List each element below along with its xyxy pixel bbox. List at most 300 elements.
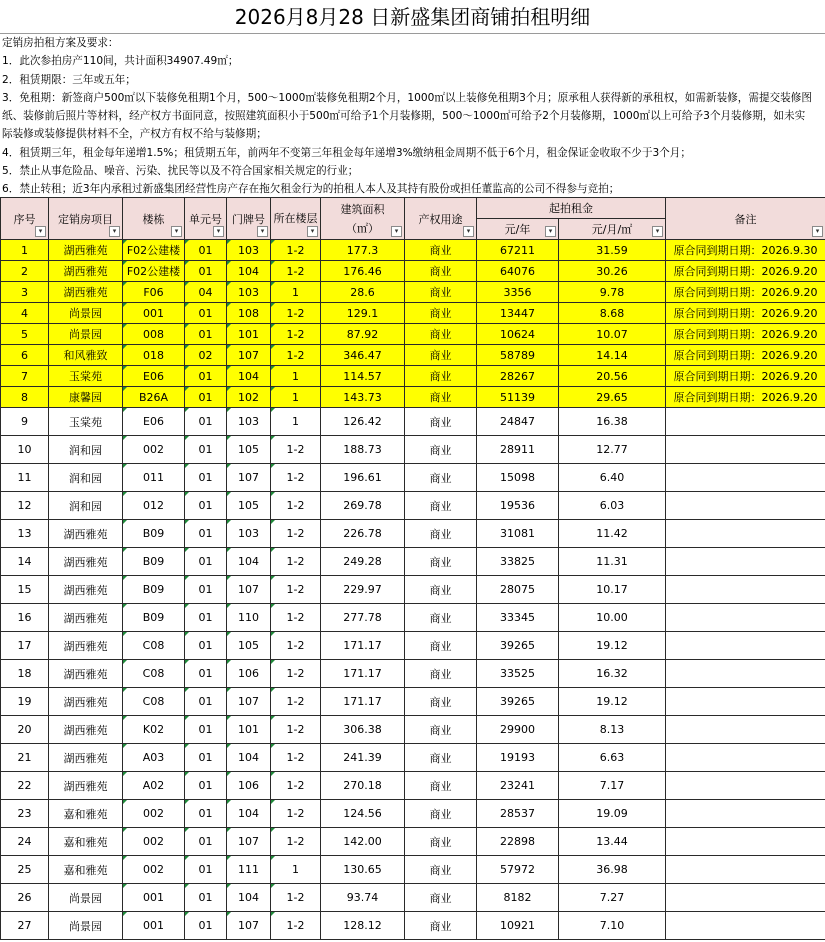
cell-usage[interactable]: 商业 [405,856,477,884]
cell-usage[interactable]: 商业 [405,345,477,366]
cell-remark[interactable] [666,800,825,828]
cell-floor[interactable]: 1-2 [271,576,321,604]
cell-rent-per-year[interactable]: 33345 [477,604,559,632]
cell-rent-per-month[interactable]: 16.32 [559,660,666,688]
cell-door[interactable]: 107 [227,688,271,716]
table-row[interactable] [1,436,825,464]
cell-rent-per-month[interactable]: 8.68 [559,303,666,324]
cell-rent-per-year[interactable]: 39265 [477,688,559,716]
cell-rent-per-year[interactable]: 31081 [477,520,559,548]
cell-floor[interactable]: 1-2 [271,716,321,744]
cell-rent-per-year[interactable]: 8182 [477,884,559,912]
cell-floor[interactable]: 1-2 [271,436,321,464]
cell-rent-per-month[interactable]: 20.56 [559,366,666,387]
cell-building[interactable]: 018 [123,345,185,366]
cell-rent-per-year[interactable]: 28911 [477,436,559,464]
table-row[interactable] [1,660,825,688]
cell-rent-per-month[interactable]: 29.65 [559,387,666,408]
cell-door[interactable]: 107 [227,828,271,856]
cell-usage[interactable]: 商业 [405,688,477,716]
cell-rent-per-year[interactable]: 33825 [477,548,559,576]
cell-floor[interactable]: 1-2 [271,492,321,520]
cell-project[interactable]: 湖西雅苑 [49,604,123,632]
cell-door[interactable]: 103 [227,408,271,436]
cell-area[interactable]: 171.17 [321,688,405,716]
cell-unit[interactable]: 01 [185,520,227,548]
cell-unit[interactable]: 01 [185,548,227,576]
cell-rent-per-year[interactable]: 64076 [477,261,559,282]
cell-usage[interactable]: 商业 [405,576,477,604]
cell-project[interactable]: 湖西雅苑 [49,772,123,800]
cell-floor[interactable]: 1 [271,387,321,408]
cell-area[interactable]: 229.97 [321,576,405,604]
cell-floor[interactable]: 1-2 [271,261,321,282]
cell-seq[interactable]: 12 [1,492,49,520]
table-row[interactable] [1,828,825,856]
cell-area[interactable]: 196.61 [321,464,405,492]
cell-remark[interactable] [666,856,825,884]
cell-floor[interactable]: 1-2 [271,800,321,828]
cell-project[interactable]: 嘉和雅苑 [49,800,123,828]
cell-unit[interactable]: 01 [185,387,227,408]
cell-remark[interactable] [666,660,825,688]
cell-seq[interactable]: 24 [1,828,49,856]
cell-project[interactable]: 尚景园 [49,303,123,324]
cell-area[interactable]: 130.65 [321,856,405,884]
cell-remark[interactable] [666,828,825,856]
table-row[interactable] [1,772,825,800]
cell-project[interactable]: 湖西雅苑 [49,688,123,716]
cell-floor[interactable]: 1 [271,856,321,884]
table-row[interactable] [1,576,825,604]
cell-building[interactable]: K02 [123,716,185,744]
cell-rent-per-month[interactable]: 11.42 [559,520,666,548]
cell-usage[interactable]: 商业 [405,240,477,261]
cell-floor[interactable]: 1-2 [271,772,321,800]
cell-seq[interactable]: 14 [1,548,49,576]
filter-dropdown-icon[interactable]: ▾ [463,226,474,237]
cell-unit[interactable]: 01 [185,324,227,345]
cell-door[interactable]: 104 [227,366,271,387]
cell-seq[interactable]: 16 [1,604,49,632]
cell-remark[interactable] [666,716,825,744]
cell-door[interactable]: 103 [227,282,271,303]
cell-seq[interactable]: 9 [1,408,49,436]
cell-rent-per-month[interactable]: 12.77 [559,436,666,464]
cell-building[interactable]: A03 [123,744,185,772]
cell-rent-per-month[interactable]: 7.10 [559,912,666,940]
cell-door[interactable]: 110 [227,604,271,632]
cell-project[interactable]: 湖西雅苑 [49,261,123,282]
cell-floor[interactable]: 1-2 [271,240,321,261]
cell-seq[interactable]: 11 [1,464,49,492]
cell-usage[interactable]: 商业 [405,660,477,688]
cell-remark[interactable] [666,464,825,492]
cell-remark[interactable]: 原合同到期日期：2026.9.20 [666,261,825,282]
cell-project[interactable]: 润和园 [49,436,123,464]
cell-building[interactable]: F02公建楼 [123,261,185,282]
cell-floor[interactable]: 1-2 [271,660,321,688]
cell-unit[interactable]: 01 [185,688,227,716]
cell-project[interactable]: 润和园 [49,492,123,520]
cell-floor[interactable]: 1-2 [271,520,321,548]
table-row[interactable] [1,744,825,772]
cell-area[interactable]: 306.38 [321,716,405,744]
cell-unit[interactable]: 04 [185,282,227,303]
cell-area[interactable]: 143.73 [321,387,405,408]
cell-building[interactable]: 001 [123,884,185,912]
cell-usage[interactable]: 商业 [405,282,477,303]
cell-building[interactable]: 002 [123,856,185,884]
cell-door[interactable]: 103 [227,520,271,548]
cell-remark[interactable] [666,744,825,772]
cell-seq[interactable]: 4 [1,303,49,324]
cell-area[interactable]: 249.28 [321,548,405,576]
table-row[interactable] [1,387,825,408]
cell-rent-per-year[interactable]: 33525 [477,660,559,688]
cell-project[interactable]: 湖西雅苑 [49,520,123,548]
cell-project[interactable]: 湖西雅苑 [49,660,123,688]
cell-usage[interactable]: 商业 [405,520,477,548]
cell-floor[interactable]: 1-2 [271,464,321,492]
cell-rent-per-year[interactable]: 51139 [477,387,559,408]
cell-remark[interactable]: 原合同到期日期：2026.9.20 [666,345,825,366]
cell-unit[interactable]: 01 [185,436,227,464]
table-row[interactable] [1,324,825,345]
cell-rent-per-year[interactable]: 28537 [477,800,559,828]
cell-floor[interactable]: 1-2 [271,912,321,940]
cell-unit[interactable]: 01 [185,772,227,800]
cell-rent-per-year[interactable]: 3356 [477,282,559,303]
cell-project[interactable]: 康馨园 [49,387,123,408]
cell-unit[interactable]: 01 [185,856,227,884]
cell-usage[interactable]: 商业 [405,408,477,436]
cell-project[interactable]: 和风雅致 [49,345,123,366]
table-row[interactable] [1,856,825,884]
cell-area[interactable]: 226.78 [321,520,405,548]
cell-rent-per-year[interactable]: 19536 [477,492,559,520]
cell-remark[interactable]: 原合同到期日期：2026.9.20 [666,387,825,408]
table-row[interactable] [1,240,825,261]
cell-area[interactable]: 171.17 [321,660,405,688]
table-row[interactable] [1,366,825,387]
table-row[interactable] [1,800,825,828]
table-row[interactable] [1,282,825,303]
cell-door[interactable]: 104 [227,261,271,282]
cell-project[interactable]: 玉棠苑 [49,408,123,436]
cell-unit[interactable]: 01 [185,303,227,324]
cell-rent-per-month[interactable]: 9.78 [559,282,666,303]
cell-seq[interactable]: 1 [1,240,49,261]
cell-building[interactable]: 012 [123,492,185,520]
filter-dropdown-icon[interactable]: ▾ [171,226,182,237]
cell-floor[interactable]: 1-2 [271,632,321,660]
cell-project[interactable]: 湖西雅苑 [49,576,123,604]
cell-rent-per-year[interactable]: 57972 [477,856,559,884]
cell-project[interactable]: 尚景园 [49,912,123,940]
cell-building[interactable]: B09 [123,548,185,576]
cell-seq[interactable]: 26 [1,884,49,912]
cell-area[interactable]: 176.46 [321,261,405,282]
cell-floor[interactable]: 1-2 [271,324,321,345]
table-row[interactable] [1,520,825,548]
cell-remark[interactable] [666,436,825,464]
cell-remark[interactable]: 原合同到期日期：2026.9.30 [666,240,825,261]
cell-project[interactable]: 尚景园 [49,884,123,912]
cell-rent-per-year[interactable]: 10624 [477,324,559,345]
cell-unit[interactable]: 01 [185,632,227,660]
cell-rent-per-month[interactable]: 8.13 [559,716,666,744]
cell-remark[interactable] [666,604,825,632]
cell-rent-per-year[interactable]: 28267 [477,366,559,387]
cell-floor[interactable]: 1 [271,366,321,387]
cell-rent-per-year[interactable]: 10921 [477,912,559,940]
cell-unit[interactable]: 01 [185,604,227,632]
cell-usage[interactable]: 商业 [405,912,477,940]
cell-usage[interactable]: 商业 [405,884,477,912]
table-row[interactable] [1,548,825,576]
cell-rent-per-year[interactable]: 19193 [477,744,559,772]
cell-area[interactable]: 142.00 [321,828,405,856]
cell-project[interactable]: 湖西雅苑 [49,282,123,303]
cell-building[interactable]: C08 [123,632,185,660]
cell-rent-per-month[interactable]: 13.44 [559,828,666,856]
cell-usage[interactable]: 商业 [405,604,477,632]
cell-seq[interactable]: 19 [1,688,49,716]
cell-unit[interactable]: 01 [185,464,227,492]
cell-unit[interactable]: 01 [185,576,227,604]
cell-building[interactable]: B09 [123,604,185,632]
cell-building[interactable]: C08 [123,660,185,688]
cell-rent-per-year[interactable]: 29900 [477,716,559,744]
cell-building[interactable]: B09 [123,520,185,548]
cell-unit[interactable]: 01 [185,912,227,940]
cell-building[interactable]: F06 [123,282,185,303]
cell-unit[interactable]: 01 [185,366,227,387]
cell-project[interactable]: 湖西雅苑 [49,632,123,660]
cell-project[interactable]: 润和园 [49,464,123,492]
cell-usage[interactable]: 商业 [405,548,477,576]
cell-door[interactable]: 108 [227,303,271,324]
cell-door[interactable]: 104 [227,548,271,576]
cell-floor[interactable]: 1 [271,282,321,303]
cell-rent-per-year[interactable]: 67211 [477,240,559,261]
cell-door[interactable]: 107 [227,576,271,604]
cell-usage[interactable]: 商业 [405,464,477,492]
cell-area[interactable]: 177.3 [321,240,405,261]
cell-rent-per-month[interactable]: 6.40 [559,464,666,492]
cell-area[interactable]: 87.92 [321,324,405,345]
cell-usage[interactable]: 商业 [405,800,477,828]
cell-door[interactable]: 105 [227,436,271,464]
cell-door[interactable]: 106 [227,660,271,688]
cell-building[interactable]: 008 [123,324,185,345]
cell-usage[interactable]: 商业 [405,632,477,660]
cell-unit[interactable]: 01 [185,408,227,436]
cell-project[interactable]: 嘉和雅苑 [49,856,123,884]
filter-dropdown-icon[interactable]: ▾ [652,226,663,237]
cell-usage[interactable]: 商业 [405,492,477,520]
cell-door[interactable]: 107 [227,464,271,492]
cell-area[interactable]: 124.56 [321,800,405,828]
cell-seq[interactable]: 10 [1,436,49,464]
table-row[interactable] [1,688,825,716]
cell-building[interactable]: 002 [123,800,185,828]
cell-remark[interactable]: 原合同到期日期：2026.9.20 [666,303,825,324]
cell-seq[interactable]: 17 [1,632,49,660]
cell-rent-per-month[interactable]: 6.03 [559,492,666,520]
cell-rent-per-month[interactable]: 10.00 [559,604,666,632]
cell-area[interactable]: 269.78 [321,492,405,520]
filter-dropdown-icon[interactable]: ▾ [257,226,268,237]
cell-project[interactable]: 嘉和雅苑 [49,828,123,856]
table-row[interactable] [1,408,825,436]
cell-remark[interactable] [666,548,825,576]
cell-seq[interactable]: 27 [1,912,49,940]
cell-rent-per-month[interactable]: 6.63 [559,744,666,772]
table-row[interactable] [1,912,825,940]
cell-door[interactable]: 104 [227,884,271,912]
cell-rent-per-month[interactable]: 10.07 [559,324,666,345]
filter-dropdown-icon[interactable]: ▾ [307,226,318,237]
cell-usage[interactable]: 商业 [405,772,477,800]
cell-area[interactable]: 277.78 [321,604,405,632]
table-row[interactable] [1,464,825,492]
cell-unit[interactable]: 01 [185,828,227,856]
cell-remark[interactable] [666,632,825,660]
cell-rent-per-month[interactable]: 14.14 [559,345,666,366]
cell-floor[interactable]: 1-2 [271,604,321,632]
cell-project[interactable]: 尚景园 [49,324,123,345]
cell-project[interactable]: 湖西雅苑 [49,548,123,576]
cell-rent-per-year[interactable]: 58789 [477,345,559,366]
cell-seq[interactable]: 21 [1,744,49,772]
cell-area[interactable]: 270.18 [321,772,405,800]
cell-area[interactable]: 129.1 [321,303,405,324]
table-row[interactable] [1,884,825,912]
cell-seq[interactable]: 23 [1,800,49,828]
cell-rent-per-month[interactable]: 31.59 [559,240,666,261]
cell-area[interactable]: 346.47 [321,345,405,366]
cell-rent-per-year[interactable]: 15098 [477,464,559,492]
cell-remark[interactable] [666,492,825,520]
cell-floor[interactable]: 1-2 [271,744,321,772]
cell-seq[interactable]: 13 [1,520,49,548]
cell-floor[interactable]: 1-2 [271,303,321,324]
cell-seq[interactable]: 15 [1,576,49,604]
table-row[interactable] [1,632,825,660]
cell-rent-per-month[interactable]: 19.12 [559,632,666,660]
filter-dropdown-icon[interactable]: ▾ [35,226,46,237]
cell-seq[interactable]: 20 [1,716,49,744]
cell-building[interactable]: 002 [123,436,185,464]
cell-building[interactable]: A02 [123,772,185,800]
cell-remark[interactable] [666,912,825,940]
cell-rent-per-month[interactable]: 36.98 [559,856,666,884]
table-row[interactable] [1,492,825,520]
cell-door[interactable]: 102 [227,387,271,408]
cell-unit[interactable]: 02 [185,345,227,366]
cell-building[interactable]: F02公建楼 [123,240,185,261]
table-row[interactable] [1,261,825,282]
cell-building[interactable]: 011 [123,464,185,492]
cell-building[interactable]: 002 [123,828,185,856]
cell-area[interactable]: 126.42 [321,408,405,436]
cell-rent-per-month[interactable]: 19.12 [559,688,666,716]
cell-seq[interactable]: 25 [1,856,49,884]
cell-floor[interactable]: 1-2 [271,828,321,856]
cell-building[interactable]: B09 [123,576,185,604]
cell-project[interactable]: 玉棠苑 [49,366,123,387]
filter-dropdown-icon[interactable]: ▾ [391,226,402,237]
cell-usage[interactable]: 商业 [405,387,477,408]
cell-door[interactable]: 106 [227,772,271,800]
cell-usage[interactable]: 商业 [405,303,477,324]
cell-usage[interactable]: 商业 [405,744,477,772]
cell-area[interactable]: 171.17 [321,632,405,660]
cell-unit[interactable]: 01 [185,660,227,688]
cell-unit[interactable]: 01 [185,240,227,261]
cell-door[interactable]: 104 [227,744,271,772]
cell-rent-per-month[interactable]: 7.17 [559,772,666,800]
cell-rent-per-month[interactable]: 11.31 [559,548,666,576]
table-row[interactable] [1,303,825,324]
cell-remark[interactable]: 原合同到期日期：2026.9.20 [666,366,825,387]
cell-area[interactable]: 28.6 [321,282,405,303]
cell-area[interactable]: 128.12 [321,912,405,940]
cell-area[interactable]: 241.39 [321,744,405,772]
cell-remark[interactable] [666,772,825,800]
table-row[interactable] [1,716,825,744]
cell-rent-per-year[interactable]: 24847 [477,408,559,436]
cell-door[interactable]: 107 [227,912,271,940]
cell-door[interactable]: 103 [227,240,271,261]
filter-dropdown-icon[interactable]: ▾ [213,226,224,237]
cell-building[interactable]: 001 [123,303,185,324]
cell-unit[interactable]: 01 [185,716,227,744]
cell-rent-per-month[interactable]: 7.27 [559,884,666,912]
cell-unit[interactable]: 01 [185,744,227,772]
cell-area[interactable]: 188.73 [321,436,405,464]
cell-project[interactable]: 湖西雅苑 [49,240,123,261]
cell-door[interactable]: 104 [227,800,271,828]
cell-remark[interactable] [666,520,825,548]
cell-unit[interactable]: 01 [185,492,227,520]
filter-dropdown-icon[interactable]: ▾ [545,226,556,237]
cell-usage[interactable]: 商业 [405,436,477,464]
cell-rent-per-month[interactable]: 30.26 [559,261,666,282]
cell-project[interactable]: 湖西雅苑 [49,744,123,772]
cell-rent-per-year[interactable]: 23241 [477,772,559,800]
cell-project[interactable]: 湖西雅苑 [49,716,123,744]
table-row[interactable] [1,604,825,632]
cell-rent-per-month[interactable]: 19.09 [559,800,666,828]
cell-remark[interactable] [666,408,825,436]
cell-rent-per-year[interactable]: 22898 [477,828,559,856]
cell-area[interactable]: 114.57 [321,366,405,387]
cell-door[interactable]: 105 [227,632,271,660]
filter-dropdown-icon[interactable]: ▾ [812,226,823,237]
cell-building[interactable]: B26A [123,387,185,408]
cell-building[interactable]: E06 [123,408,185,436]
filter-dropdown-icon[interactable]: ▾ [109,226,120,237]
cell-seq[interactable]: 18 [1,660,49,688]
cell-usage[interactable]: 商业 [405,324,477,345]
cell-rent-per-month[interactable]: 16.38 [559,408,666,436]
cell-rent-per-month[interactable]: 10.17 [559,576,666,604]
cell-building[interactable]: E06 [123,366,185,387]
cell-seq[interactable]: 3 [1,282,49,303]
